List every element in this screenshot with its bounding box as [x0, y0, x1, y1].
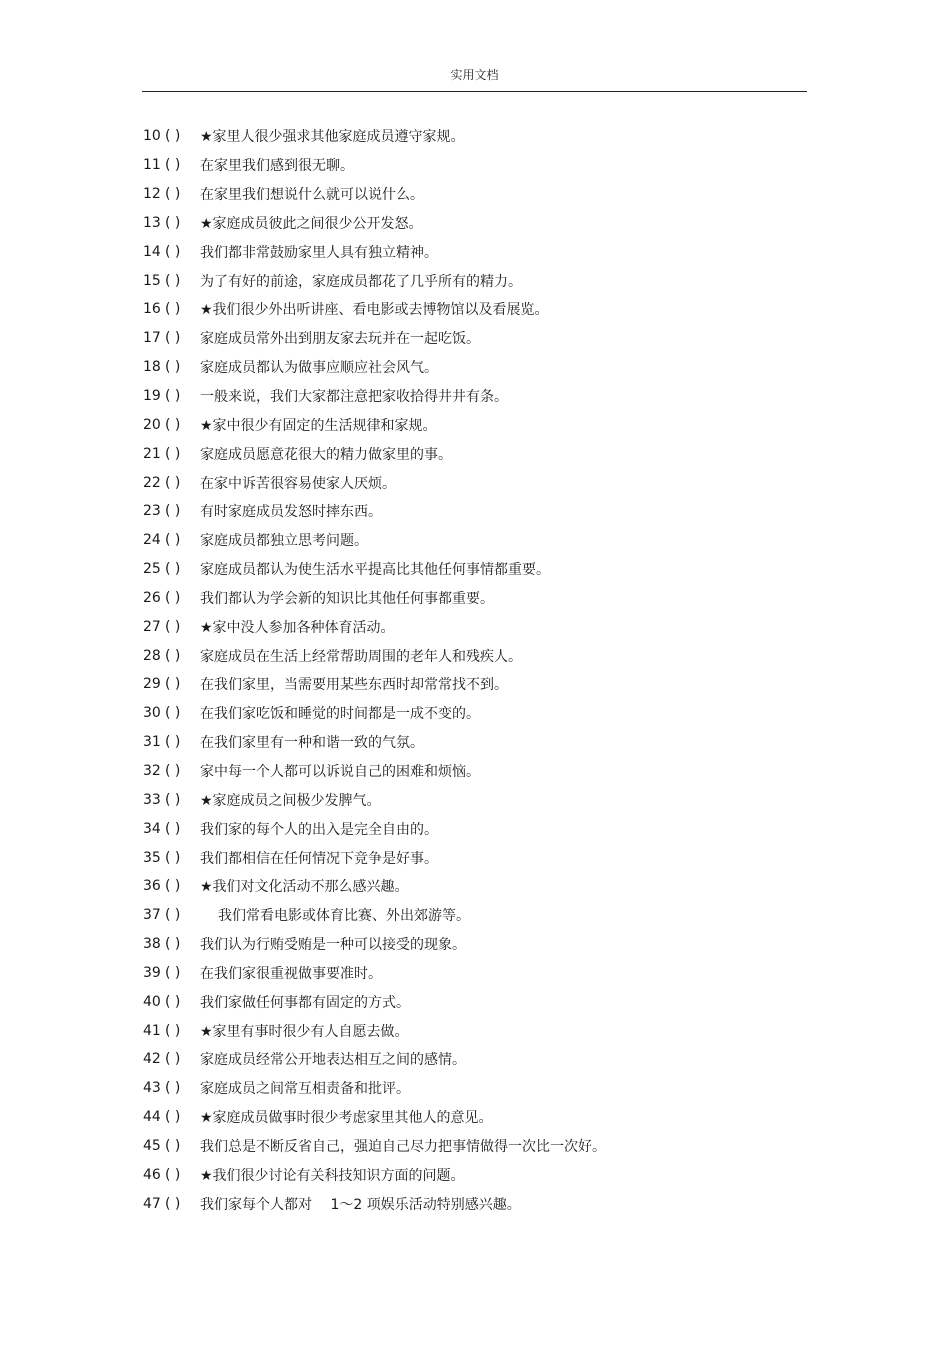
question-text: ★家庭成员彼此之间很少公开发怒。: [200, 215, 423, 232]
question-text: 我们总是不断反省自己，强迫自己尽力把事情做得一次比一次好。: [200, 1138, 606, 1155]
answer-blank: ( ): [165, 388, 181, 405]
question-item: [143, 324, 823, 353]
question-item: [143, 1045, 823, 1074]
question-number: 22: [143, 474, 161, 491]
header-rule: [142, 91, 807, 92]
answer-blank: ( ): [165, 243, 181, 260]
answer-blank: ( ): [165, 1109, 181, 1126]
question-text: 我们认为行贿受贿是一种可以接受的现象。: [200, 937, 466, 954]
question-number: 13: [143, 214, 161, 231]
answer-blank: ( ): [165, 849, 181, 866]
question-text: ★家中没人参加各种体育活动。: [200, 619, 395, 636]
question-number: 37: [143, 907, 161, 924]
answer-blank: ( ): [165, 157, 181, 174]
answer-blank: ( ): [165, 907, 181, 924]
question-item: [143, 584, 823, 613]
question-number: 12: [143, 186, 161, 203]
question-text: 在我们家很重视做事要准时。: [200, 965, 382, 982]
question-text: 一般来说，我们大家都注意把家收拾得井井有条。: [200, 389, 508, 406]
answer-blank: ( ): [165, 589, 181, 606]
question-text: 家庭成员之间常互相责备和批评。: [200, 1081, 410, 1098]
answer-blank: ( ): [165, 734, 181, 751]
question-text: ★家里人很少强求其他家庭成员遵守家规。: [200, 129, 465, 146]
answer-blank: ( ): [165, 186, 181, 203]
question-number: 46: [143, 1166, 161, 1183]
question-text: 家庭成员都独立思考问题。: [200, 533, 368, 550]
question-text: 在家里我们感到很无聊。: [200, 158, 354, 175]
answer-blank: ( ): [165, 1137, 181, 1154]
question-item: [143, 1160, 823, 1189]
question-item: [143, 872, 823, 901]
question-number: 17: [143, 330, 161, 347]
question-number: 25: [143, 561, 161, 578]
question-number: 28: [143, 647, 161, 664]
question-item: [143, 757, 823, 786]
answer-blank: ( ): [165, 762, 181, 779]
answer-blank: ( ): [165, 647, 181, 664]
answer-blank: ( ): [165, 993, 181, 1010]
answer-blank: ( ): [165, 1080, 181, 1097]
question-number: 20: [143, 416, 161, 433]
answer-blank: ( ): [165, 705, 181, 722]
answer-blank: ( ): [165, 936, 181, 953]
question-text: 家庭成员都认为做事应顺应社会风气。: [200, 360, 438, 377]
answer-blank: ( ): [165, 618, 181, 635]
question-number: 10: [143, 128, 161, 145]
question-list: [143, 122, 823, 1218]
answer-blank: ( ): [165, 561, 181, 578]
question-text: 我们都认为学会新的知识比其他任何事都重要。: [200, 590, 494, 607]
question-number: 29: [143, 676, 161, 693]
question-number: 16: [143, 301, 161, 318]
question-number: 19: [143, 388, 161, 405]
answer-blank: ( ): [165, 1195, 181, 1212]
answer-blank: ( ): [165, 474, 181, 491]
question-number: 27: [143, 618, 161, 635]
question-item: [143, 814, 823, 843]
question-number: 40: [143, 993, 161, 1010]
answer-blank: ( ): [165, 128, 181, 145]
question-text: ★家里有事时很少有人自愿去做。: [200, 1023, 409, 1040]
question-text: 有时家庭成员发怒时摔东西。: [200, 504, 382, 521]
question-item: [143, 439, 823, 468]
question-item: [143, 641, 823, 670]
answer-blank: ( ): [165, 1022, 181, 1039]
question-item: [143, 237, 823, 266]
question-item: [143, 901, 823, 930]
question-item: [143, 295, 823, 324]
question-item: [143, 266, 823, 295]
question-number: 47: [143, 1195, 161, 1212]
question-text: 家庭成员都认为使生活水平提高比其他任何事情都重要。: [200, 562, 550, 579]
question-text: 在家中诉苦很容易使家人厌烦。: [200, 475, 396, 492]
question-number: 45: [143, 1137, 161, 1154]
question-number: 18: [143, 359, 161, 376]
question-number: 42: [143, 1051, 161, 1068]
question-item: [143, 151, 823, 180]
question-text: ★家庭成员之间极少发脾气。: [200, 792, 381, 809]
question-number: 15: [143, 272, 161, 289]
question-text: 家庭成员常外出到朋友家去玩并在一起吃饭。: [200, 331, 480, 348]
question-text: 我们家做任何事都有固定的方式。: [200, 994, 410, 1011]
question-text: ★我们对文化活动不那么感兴趣。: [200, 879, 409, 896]
question-text: 为了有好的前途，家庭成员都花了几乎所有的精力。: [200, 273, 522, 290]
question-number: 43: [143, 1080, 161, 1097]
answer-blank: ( ): [165, 445, 181, 462]
question-item: [143, 555, 823, 584]
question-text: ★我们很少外出听讲座、看电影或去博物馆以及看展览。: [200, 302, 549, 319]
question-item: [143, 670, 823, 699]
question-item: [143, 353, 823, 382]
question-item: [143, 382, 823, 411]
question-number: 34: [143, 820, 161, 837]
question-item: [143, 612, 823, 641]
question-number: 31: [143, 734, 161, 751]
question-item: [143, 1189, 823, 1218]
answer-blank: ( ): [165, 359, 181, 376]
answer-blank: ( ): [165, 503, 181, 520]
question-text: 在家里我们想说什么就可以说什么。: [200, 187, 424, 204]
question-number: 41: [143, 1022, 161, 1039]
question-item: [143, 1132, 823, 1161]
answer-blank: ( ): [165, 272, 181, 289]
page-header: 实用文档: [450, 68, 499, 82]
question-number: 26: [143, 589, 161, 606]
question-item: [143, 410, 823, 439]
question-item: [143, 122, 823, 151]
question-number: 36: [143, 878, 161, 895]
question-number: 30: [143, 705, 161, 722]
answer-blank: ( ): [165, 330, 181, 347]
answer-blank: ( ): [165, 676, 181, 693]
answer-blank: ( ): [165, 214, 181, 231]
question-item: [143, 728, 823, 757]
question-text: 我们都非常鼓励家里人具有独立精神。: [200, 244, 438, 261]
answer-blank: ( ): [165, 416, 181, 433]
question-number: 44: [143, 1109, 161, 1126]
answer-blank: ( ): [165, 878, 181, 895]
question-item: [143, 785, 823, 814]
answer-blank: ( ): [165, 1051, 181, 1068]
question-text: 我们都相信在任何情况下竞争是好事。: [200, 850, 438, 867]
question-item: [143, 699, 823, 728]
question-item: [143, 1103, 823, 1132]
question-item: [143, 843, 823, 872]
question-item: [143, 930, 823, 959]
question-number: 11: [143, 157, 161, 174]
question-text: 我们家的每个人的出入是完全自由的。: [200, 821, 438, 838]
question-text: 我们常看电影或体育比赛、外出郊游等。: [218, 908, 470, 925]
question-number: 33: [143, 791, 161, 808]
answer-blank: ( ): [165, 532, 181, 549]
question-item: [143, 468, 823, 497]
question-text: ★我们很少讨论有关科技知识方面的问题。: [200, 1167, 465, 1184]
question-text: 家庭成员愿意花很大的精力做家里的事。: [200, 446, 452, 463]
question-item: [143, 497, 823, 526]
question-text: 家庭成员在生活上经常帮助周围的老年人和残疾人。: [200, 648, 522, 665]
question-item: [143, 526, 823, 555]
answer-blank: ( ): [165, 301, 181, 318]
question-item: [143, 180, 823, 209]
question-number: 14: [143, 243, 161, 260]
question-text: ★家中很少有固定的生活规律和家规。: [200, 417, 437, 434]
question-number: 21: [143, 445, 161, 462]
question-number: 35: [143, 849, 161, 866]
question-text: 我们家每个人都对 1～2 项娱乐活动特别感兴趣。: [200, 1196, 521, 1213]
question-text: 在我们家里，当需要用某些东西时却常常找不到。: [200, 677, 508, 694]
question-number: 38: [143, 936, 161, 953]
question-text: 家中每一个人都可以诉说自己的困难和烦恼。: [200, 763, 480, 780]
question-number: 39: [143, 964, 161, 981]
question-number: 24: [143, 532, 161, 549]
question-text: ★家庭成员做事时很少考虑家里其他人的意见。: [200, 1110, 493, 1127]
question-text: 在我们家吃饭和睡觉的时间都是一成不变的。: [200, 706, 480, 723]
answer-blank: ( ): [165, 791, 181, 808]
question-item: [143, 209, 823, 238]
answer-blank: ( ): [165, 964, 181, 981]
question-number: 32: [143, 762, 161, 779]
question-text: 家庭成员经常公开地表达相互之间的感情。: [200, 1052, 466, 1069]
question-item: [143, 958, 823, 987]
question-item: [143, 1074, 823, 1103]
answer-blank: ( ): [165, 820, 181, 837]
question-text: 在我们家里有一种和谐一致的气氛。: [200, 735, 424, 752]
question-item: [143, 1016, 823, 1045]
question-item: [143, 987, 823, 1016]
question-number: 23: [143, 503, 161, 520]
answer-blank: ( ): [165, 1166, 181, 1183]
